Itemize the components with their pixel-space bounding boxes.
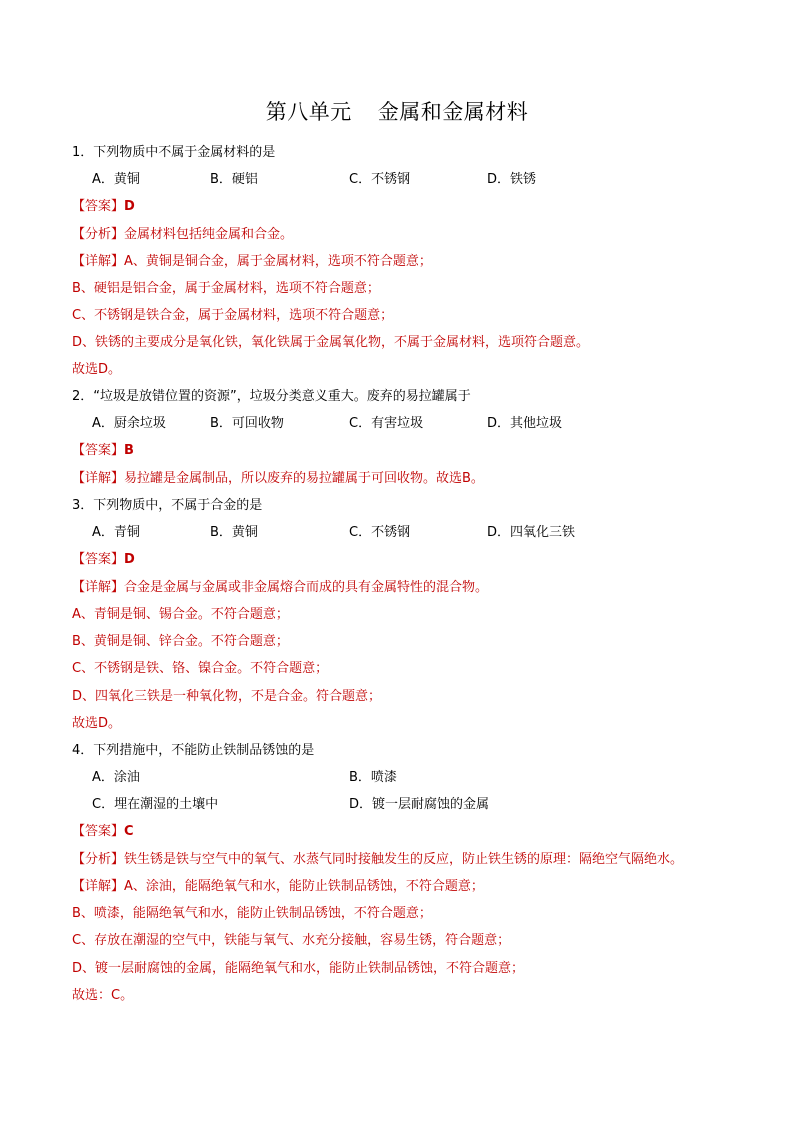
title-topic: 金属和金属材料 bbox=[377, 100, 529, 124]
q4-detail-a: 【详解】A、涂油，能隔绝氧气和水，能防止铁制品锈蚀，不符合题意； bbox=[72, 879, 484, 894]
q3-option-b: B．黄铜 bbox=[210, 525, 258, 540]
q4-option-b: B．喷漆 bbox=[349, 770, 397, 785]
q3-detail-d: D、四氧化三铁是一种氧化物，不是合金。符合题意； bbox=[72, 689, 382, 704]
q3-detail-b: B、黄铜是铜、锌合金。不符合题意； bbox=[72, 634, 289, 649]
question-4-stem: 4．下列措施中，不能防止铁制品锈蚀的是 bbox=[72, 743, 315, 758]
title-unit: 第八单元 bbox=[265, 100, 352, 124]
q4-detail-d: D、镀一层耐腐蚀的金属，能隔绝氧气和水，能防止铁制品锈蚀，不符合题意； bbox=[72, 961, 525, 976]
q4-option-d: D．镀一层耐腐蚀的金属 bbox=[349, 797, 490, 812]
q4-detail-c: C、存放在潮湿的空气中，铁能与氧气、水充分接触，容易生锈，符合题意； bbox=[72, 933, 511, 948]
page-title bbox=[0, 96, 794, 126]
q2-detail: 【详解】易拉罐是金属制品，所以废弃的易拉罐属于可回收物。故选B。 bbox=[72, 471, 484, 486]
question-3-stem: 3．下列物质中，不属于合金的是 bbox=[72, 498, 263, 513]
q3-option-d: D．四氧化三铁 bbox=[487, 525, 576, 540]
q2-option-c: C．有害垃圾 bbox=[349, 416, 424, 431]
q1-detail-c: C、不锈钢是铁合金，属于金属材料，选项不符合题意； bbox=[72, 308, 394, 323]
q2-option-a: A．厨余垃圾 bbox=[92, 416, 166, 431]
q1-analysis: 【分析】金属材料包括纯金属和合金。 bbox=[72, 227, 294, 242]
q3-answer: 【答案】D bbox=[72, 552, 135, 567]
q1-detail-b: B、硬铝是铝合金，属于金属材料，选项不符合题意； bbox=[72, 281, 380, 296]
q1-option-c: C．不锈钢 bbox=[349, 172, 411, 187]
q4-detail-b: B、喷漆，能隔绝氧气和水，能防止铁制品锈蚀，不符合题意； bbox=[72, 906, 432, 921]
q1-conclusion: 故选D。 bbox=[72, 362, 122, 377]
q1-answer: 【答案】D bbox=[72, 199, 135, 214]
q3-option-a: A．青铜 bbox=[92, 525, 140, 540]
q1-detail-d: D、铁锈的主要成分是氧化铁，氧化铁属于金属氧化物，不属于金属材料，选项符合题意。 bbox=[72, 335, 590, 350]
q4-answer: 【答案】C bbox=[72, 824, 134, 839]
question-2-stem: 2．“垃圾是放错位置的资源”，垃圾分类意义重大。废弃的易拉罐属于 bbox=[72, 389, 471, 404]
q3-conclusion: 故选D。 bbox=[72, 716, 122, 731]
q2-option-b: B．可回收物 bbox=[210, 416, 284, 431]
q1-option-b: B．硬铝 bbox=[210, 172, 258, 187]
q4-conclusion: 故选：C。 bbox=[72, 988, 134, 1003]
q1-detail-a: 【详解】A、黄铜是铜合金，属于金属材料，选项不符合题意； bbox=[72, 254, 432, 269]
q3-detail-a: A、青铜是铜、锡合金。不符合题意； bbox=[72, 607, 289, 622]
q4-option-a: A．涂油 bbox=[92, 770, 140, 785]
q1-option-d: D．铁锈 bbox=[487, 172, 537, 187]
q3-option-c: C．不锈钢 bbox=[349, 525, 411, 540]
q2-option-d: D．其他垃圾 bbox=[487, 416, 563, 431]
question-1-stem: 1．下列物质中不属于金属材料的是 bbox=[72, 145, 276, 160]
q3-detail-c: C、不锈钢是铁、铬、镍合金。不符合题意； bbox=[72, 661, 329, 676]
q4-analysis: 【分析】铁生锈是铁与空气中的氧气、水蒸气同时接触发生的反应，防止铁生锈的原理：隔绝空气隔绝水。 bbox=[72, 852, 684, 867]
q3-detail: 【详解】合金是金属与金属或非金属熔合而成的具有金属特性的混合物。 bbox=[72, 580, 489, 595]
q1-option-a: A．黄铜 bbox=[92, 172, 140, 187]
q2-answer: 【答案】B bbox=[72, 443, 134, 458]
q4-option-c: C．埋在潮湿的土壤中 bbox=[92, 797, 219, 812]
